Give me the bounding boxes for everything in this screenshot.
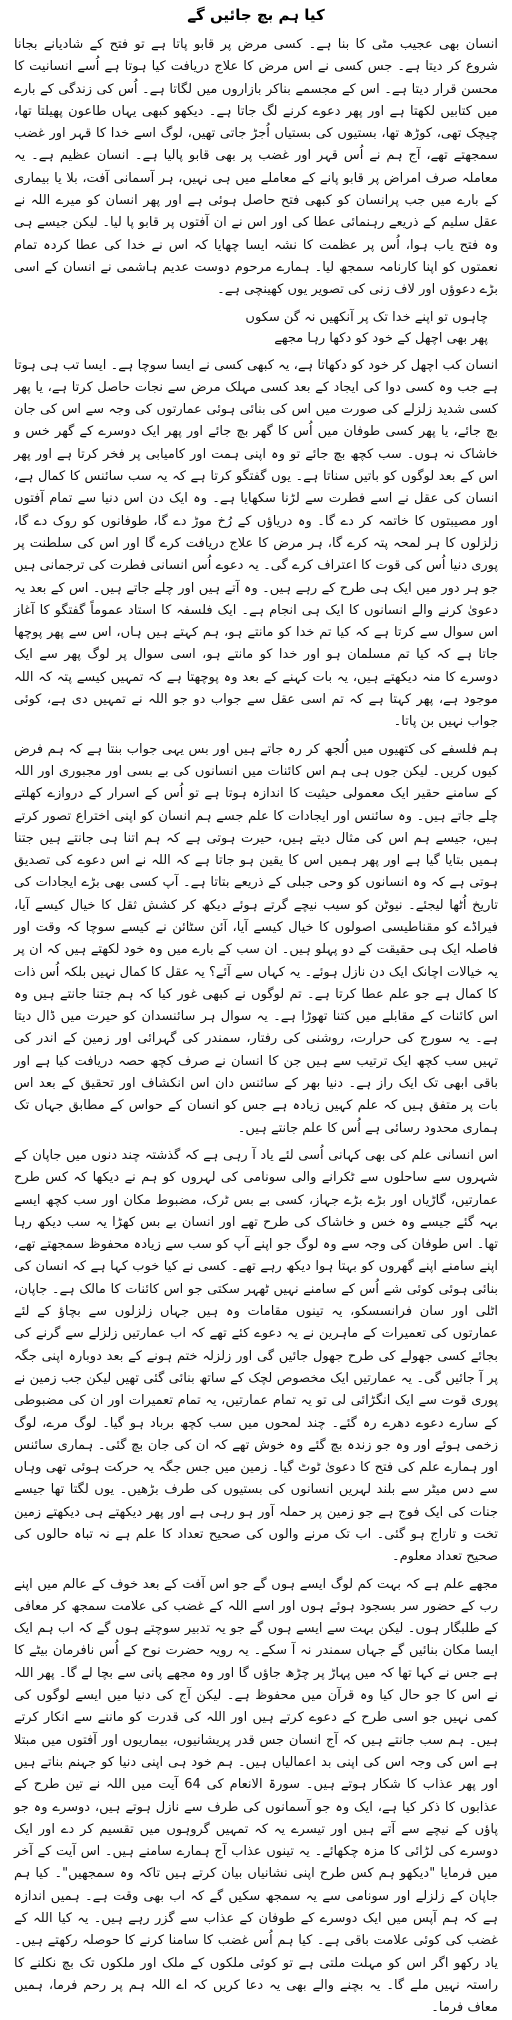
verse-line-1: چاہوں تو اپنے خدا تک پر آنکھیں نہ گن سکوں xyxy=(245,309,488,325)
article-paragraph-intro: انسان بھی عجیب مٹی کا بنا ہے۔ کسی مرض پر قابو پاتا ہے تو فتح کے شادیانے بجانا شروع کر دیتا ہے۔ جس کسی نے اس مرض کا علاج دریافت کیا ہوتا ہے اُسے انسانیت کا محسن قرار دیتا ہے۔ اس کے مجسمے بناکر بازاروں میں لگاتا ہے۔ اُس کی زندگی کے بارے میں کتابیں لکھتا ہے اور پھر دعوے کرنے لگ جاتا ہے۔ دیکھو کبھی یہاں طاعون پھیلتا تھا، چیچک تھی، کوڑھ تھا، بستیوں کی بستیاں اُجڑ جاتی تھیں، لوگ اسے خدا کا قہر اور غضب سمجھتے تھے، آج ہم نے اُس قہر اور غضب پر بھی قابو پالیا ہے۔ انسان عظیم ہے۔ یہ معاملہ صرف امراض پر قابو پانے کے معاملے میں ہی نہیں، ہر آسمانی آفت، بلا یا بیماری کے بارے میں جب پرانسان کو کبھی فتح حاصل ہوئی ہے اور پھر انسان کو میرے اللہ نے عقل سلیم کے ذریعے رہنمائی عطا کی اور اس نے ان آفتوں پر قابو پا لیا۔ لیکن جیسے ہی وہ فتح یاب ہوا، اُس پر عظمت کا نشہ ایسا چھایا کہ اس نے خدا کی عطا کردہ تمام نعمتوں کو اپنا کارنامہ سمجھ لیا۔ ہمارے مرحوم دوست عدیم ہاشمی نے انسان کے اسی بڑے دعوؤں اور لاف زنی کی تصویر یوں کھینچی ہے۔ xyxy=(14,37,498,298)
article-paragraph-4: اس انسانی علم کی بھی کہانی اُسی لئے یاد آ رہی ہے کہ گذشتہ چند دنوں میں جاپان کے شہروں سے ساحلوں سے ٹکرانے والی سونامی کی لہروں کو ہم نے دیکھا کہ کس طرح عمارتیں، گاڑیاں اور بڑے بڑے جہاز، کسی بے بس ٹرک، مضبوط مکان اور سب کچھ ایسے بہہ گئے جیسے وہ خس و خاشاک کی طرح تھے اور انسان بے بس کھڑا یہ سب دیکھ رہا تھا۔ اس طوفان کی وجہ سے وہ لوگ جو اپنے آپ کو سب سے زیادہ محفوظ سمجھتے تھے، اپنے سامنے اپنے گھروں کو بہتا ہوا دیکھ رہے تھے۔ کسی نے کیا خوب کہا ہے کہ انسان کی بنائی ہوئی کوئی شے اُس کے سامنے نہیں ٹھہر سکتی جو اس کائنات کا مالک ہے۔ جاپان، اٹلی اور سان فرانسسکو، یہ تینوں مقامات وہ ہیں جہاں زلزلوں سے بچاؤ کے لئے عمارتوں کی تعمیرات کے ماہرین نے یہ دعوے کئے تھے کہ اب عمارتیں زلزلے سے گرنے کی بجائے کسی جھولے کی طرح جھول جائیں گی اور زلزلہ ختم ہونے کے بعد دوبارہ اپنی جگہ پر آ جائیں گی۔ یہ عمارتیں ایک مخصوص لچک کے ساتھ بنائی گئی تھیں لیکن جب زمین نے پوری قوت سے ایک انگڑائی لی تو یہ تمام عمارتیں، یہ تمام تعمیرات اور ان کی مضبوطی کے سارے دعوے دھرے رہ گئے۔ چند لمحوں میں سب کچھ برباد ہو گیا۔ لوگ مرے، لوگ زخمی ہوئے اور وہ جو زندہ بچ گئے وہ خوش تھے کہ ان کی جان بچ گئی۔ ہماری سائنس اور ہمارے علم کی فتح کا دعویٰ ٹوٹ گیا۔ زمین میں جس جگہ یہ حرکت ہوئی تھی وہاں سے دس میٹر سے بلند لہریں انسانوں کی بستیوں کی طرف بڑھیں۔ یوں لگتا تھا جیسے جنات کی ایک فوج ہے جو زمین پر حملہ آور ہو رہی ہے اور پھر دیکھتے ہی دیکھتے زمین تخت و تاراج ہو گئی۔ اب تک مرنے والوں کی صحیح تعداد کا علم ہے نہ تباہ حالوں کی صحیح تعداد معلوم۔ xyxy=(14,1147,498,1565)
article-paragraph-3: ہم فلسفے کی کتھیوں میں اُلجھ کر رہ جاتے ہیں اور بس یہی جواب بنتا ہے کہ ہم فرض کیوں کریں۔ لیکن جوں ہی ہم اس کائنات میں انسانوں کی بے بسی اور مجبوری اور اللہ کے سامنے حقیر ایک معمولی حیثیت کا اندازہ ہوتا ہے تو اُس کے اسرار کے دروازے کھلتے چلے جاتے ہیں۔ وہ سائنس اور ایجادات کا علم جسے ہم انسان کو اپنی اختراع تصور کرتے ہیں، جیسے ہم اس کی مثال دیتے ہیں، حیرت ہوتی ہے کہ ہم اتنا ہی جانتے ہیں جتنا ہمیں بتایا گیا ہے اور پھر ہمیں اس کا یقین ہو جاتا ہے کہ اللہ نے اس دعوے کی تصدیق ہوتی ہے کہ وہ انسانوں کو وحی جبلی کے ذریعے بتاتا ہے۔ آپ کسی بھی بڑے ایجادات کی تاریخ اُٹھا لیجئے۔ نیوٹن کو سیب نیچے گرتے ہوئے دیکھ کر کشش ثقل کا خیال کیسے آیا، فیراڈے کو مقناطیسی اصولوں کا خیال کیسے آیا، آئن سٹائن نے کیسے سوچا کہ وقت اور فاصلہ ایک ہی حقیقت کے دو پہلو ہیں۔ ان سب کے بارے میں وہ خود لکھتے ہیں کہ ان پر یہ خیالات اچانک ایک دن نازل ہوئے۔ یہ کہاں سے آئے؟ یہ عقل کا کمال نہیں بلکہ اُس ذات کا کمال ہے جو علم عطا کرتا ہے۔ تم لوگوں نے کبھی غور کیا کہ ہم جتنا جانتے ہیں وہ اس کائنات کے مقابلے میں کتنا تھوڑا ہے۔ یہ سوال ہر سائنسدان کو حیرت میں ڈال دیتا ہے۔ یہ سورج کی حرارت، روشنی کی رفتار، سمندر کی گہرائی اور زمین کے اندر کی تہیں سب کچھ ایک ترتیب سے ہیں جن کا انسان نے صرف کچھ حصہ دریافت کیا ہے اور باقی ابھی تک ایک راز ہے۔ دنیا بھر کے سائنس دان اس انکشاف اور تحقیق کے بعد اس بات پر متفق ہیں کہ علم کہیں زیادہ ہے جس کو انسان کے حواس کے مطابق جہاں تک ہماری محدود رسائی ہے اُس کا علم جانتے ہیں۔ xyxy=(14,741,498,1136)
poetry-verse xyxy=(14,307,498,349)
verse-line-2: پھر بھی اچھل کے خود کو دکھا رہا مجھے xyxy=(274,330,488,346)
article-paragraph-2: انسان کب اچھل کر خود کو دکھاتا ہے، یہ کبھی کسی نے ایسا سوچا ہے۔ ایسا تب ہی ہوتا ہے جب وہ کسی دوا کی ایجاد کے بعد کسی مہلک مرض سے نجات حاصل کرتا ہے، یا پھر کسی شدید زلزلے کی صورت میں اس کی بنائی ہوئی عمارتوں کی وجہ سے اس کی جان بچ جائے، یا پھر کسی طوفان میں اُس کا گھر بچ جائے اور پھر ایک دوسرے کے گھر خس و خاشاک نہ ہوں۔ سب کچھ بچ جائے تو وہ اپنی ہمت اور کامیابی پر فخر کرتا ہے اور پھر اس کے بعد لوگوں کو باتیں سناتا ہے۔ یوں گفتگو کرتا ہے کہ یہ سب سائنس کا کمال ہے، انسان کی عقل نے اسے فطرت سے لڑنا سکھایا ہے۔ وہ ایک دن اس دنیا سے تمام آفتوں اور مصیبتوں کا خاتمہ کر دے گا۔ وہ دریاؤں کے رُخ موڑ دے گا، طوفانوں کو روک دے گا، زلزلوں کا ہر لمحہ پتہ کرے گا، ہر مرض کا علاج دریافت کرے گا اور اس کی سلطنت پر پوری دنیا اُس کی قوت کا اعتراف کرے گی۔ یہ دعوے اُس انسانی فطرت کی ترجمانی ہیں جو ہر دور میں ایک ہی طرح کے رہے ہیں۔ وہ آتے ہیں اور چلے جاتے ہیں۔ اس کے بعد یہ دعویٰ کرنے والے انسانوں کا ایک ہی انجام ہے۔ ایک فلسفہ کا استاد عموماً گفتگو کا آغاز اس سوال سے کرتا ہے کہ کیا تم خدا کو مانتے ہو، ہم کہتے ہیں ہاں، اس سے پھر پوچھا جاتا ہے کہ کیا تم مسلمان ہو اور خدا کو مانتے ہو، اسی سوال پر لوگ پھر سے ایک دوسرے کا منہ دیکھتے ہیں، یہ بات کہنے کے بعد وہ پوچھتا ہے کہ تمہیں کیسے پتہ کہ اللہ موجود ہے، پھر کہتا ہے کہ تم اسی عقل سے جواب دو جو اللہ نے تمہیں دی ہے، کوئی جواب نہیں بن پاتا۔ xyxy=(14,357,498,730)
article-paragraph-5: مجھے علم ہے کہ بہت کم لوگ ایسے ہوں گے جو اس آفت کے بعد خوف کے عالم میں اپنے رب کے حضور سر بسجود ہوئے ہوں اور اسے اللہ کے غضب کی علامت سمجھ کر معافی کے طلبگار ہوں۔ لیکن بہت سے ایسے ہوں گے جو یہ تدبیر سوچتے ہوں گے کہ اب ہم ایک ایسا مکان بنائیں گے جہاں سمندر نہ آ سکے۔ یہ رویہ حضرت نوح کے اُس نافرمان بیٹے کا ہے جس نے کہا تھا کہ میں پہاڑ پر چڑھ جاؤں گا اور وہ مجھے پانی سے بچا لے گا۔ پھر اللہ نے اس کا جو حال کیا وہ قرآن میں محفوظ ہے۔ لیکن آج کی دنیا میں ایسے لوگوں کی کمی نہیں جو اسی طرح کے دعوے کرتے ہیں اور اللہ کی قدرت کو ماننے سے انکار کرتے ہیں۔ ہم سب جانتے ہیں کہ آج انسان جس قدر پریشانیوں، بیماریوں اور آفتوں میں مبتلا ہے اس کی وجہ اس کی اپنی بد اعمالیاں ہیں۔ ہم خود ہی اپنی دنیا کو جہنم بناتے ہیں اور پھر عذاب کا شکار ہوتے ہیں۔ سورۃ الانعام کی 64 آیت میں اللہ نے تین طرح کے عذابوں کا ذکر کیا ہے، ایک وہ جو آسمانوں کی طرف سے نازل ہوتے ہیں، دوسرے وہ جو پاؤں کے نیچے سے آتے ہیں اور تیسرے یہ کہ تمہیں گروہوں میں تقسیم کر دے اور ایک دوسرے کی لڑائی کا مزہ چکھائے۔ یہ تینوں عذاب آج ہمارے سامنے ہیں۔ اس آیت کے آخر میں فرمایا "دیکھو ہم کس طرح اپنی نشانیاں بیان کرتے ہیں تاکہ وہ سمجھیں"۔ کیا ہم جاپان کے زلزلے اور سونامی سے یہ سمجھ سکیں گے کہ اب بھی وقت ہے۔ ہمیں اندازہ ہے کہ ہم آپس میں ایک دوسرے کے طوفان کے عذاب سے گزر رہے ہیں۔ یہ کیا اللہ کے غضب کی کوئی علامت باقی ہے۔ کیا ہم اُس غضب کا سامنا کرنے کا حوصلہ رکھتے ہیں۔ یاد رکھو اگر اس کو مہلت ملتی ہے تو کوئی ملکوں کے ملک اور ملکوں تک بچ نکلنے کا راستہ نہیں ملے گا۔ یہ بچنے والے بھی یہ دعا کریں کہ اے اللہ ہم پر رحم فرما، ہمیں معاف فرما۔ xyxy=(14,1576,498,2016)
article-headline: کیا ہم بچ جائیں گے xyxy=(187,6,325,24)
